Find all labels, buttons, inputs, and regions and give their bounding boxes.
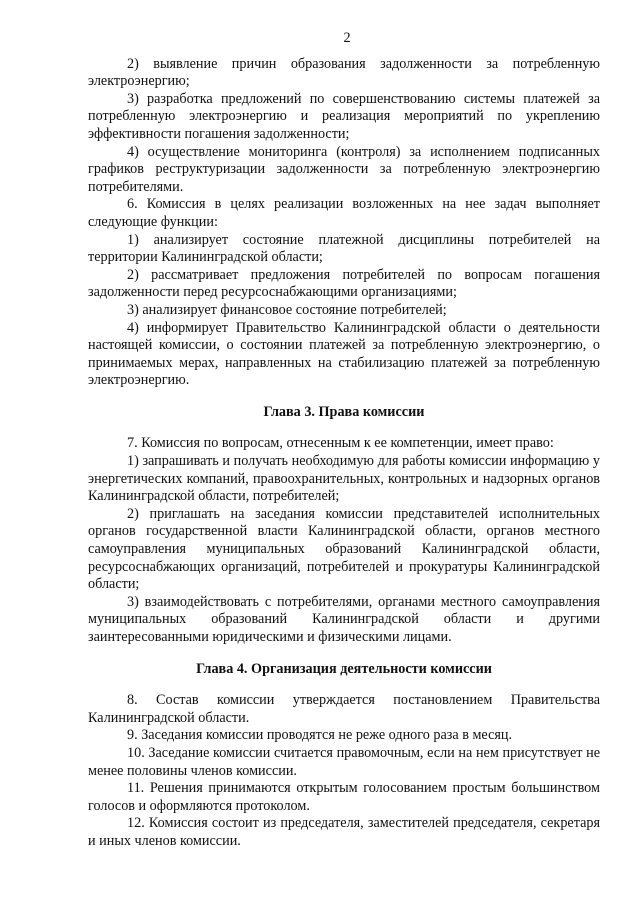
paragraph: 6. Комиссия в целях реализации возложенных на нее задач выполняет следующие функции: — [88, 196, 600, 230]
paragraph: 8. Состав комиссии утверждается постановлением Правительства Калининградской области. — [88, 692, 600, 726]
document-page — [88, 30, 600, 851]
paragraph: 10. Заседание комиссии считается правомочным, если на нем присутствует не менее половины членов комиссии. — [88, 744, 600, 779]
paragraph: 3) анализирует финансовое состояние потребителей; — [127, 301, 447, 318]
paragraph: 1) запрашивать и получать необходимую для работы комиссии информацию у энергетических компаний, правоохранительных, контрольных и надзорных органов Калининградской области, потребителей; — [88, 453, 600, 505]
chapter-4-heading: Глава 4. Организация деятельности комиссии — [196, 660, 492, 677]
paragraph: 2) рассматривает предложения потребителей по вопросам погашения задолженности перед ресурсоснабжающими организациями; — [88, 266, 600, 301]
paragraph: 3) взаимодействовать с потребителями, органами местного самоуправления муниципальных образований Калининградской области и другими заинтересованными юридическими и физическими лицами. — [88, 593, 600, 645]
paragraph: 2) приглашать на заседания комиссии представителей исполнительных органов государственной власти Калининградской области, органов местного самоуправления муниципальных образований Калининградской области, ресурсоснабжающих организаций, потребителей и прокуратуры Калининградской области; — [88, 505, 600, 593]
paragraph: 4) осуществление мониторинга (контроля) за исполнением подписанных графиков реструктуризации задолженности за потребленную электроэнергию потребителями. — [88, 143, 600, 195]
paragraph: 3) разработка предложений по совершенствованию системы платежей за потребленную электроэнергию и реализация мероприятий по укреплению эффективности погашения задолженности; — [88, 90, 600, 142]
section-chapter-3 — [88, 435, 600, 646]
paragraph: 2) выявление причин образования задолженности за потребленную электроэнергию; — [88, 55, 600, 90]
section-functions — [88, 56, 600, 390]
section-chapter-4 — [88, 692, 600, 850]
paragraph: 4) информирует Правительство Калининградской области о деятельности настоящей комиссии, о состоянии платежей за потребленную электроэнергию, о принимаемых мерах, направленных на стабилизацию платежей за потребленную электроэнергию. — [88, 319, 600, 389]
paragraph: 1) анализирует состояние платежной дисциплины потребителей на территории Калининградской области; — [88, 231, 600, 266]
paragraph: 7. Комиссия по вопросам, отнесенным к ее компетенции, имеет право: — [127, 435, 554, 452]
page-number: 2 — [343, 30, 351, 46]
paragraph: 11. Решения принимаются открытым голосованием простым большинством голосов и оформляются протоколом. — [88, 780, 600, 814]
chapter-3-heading: Глава 3. Права комиссии — [263, 403, 425, 420]
paragraph: 9. Заседания комиссии проводятся не реже одного раза в месяц. — [127, 727, 513, 744]
paragraph: 12. Комиссия состоит из председателя, заместителей председателя, секретаря и иных членов комиссии. — [88, 815, 600, 849]
